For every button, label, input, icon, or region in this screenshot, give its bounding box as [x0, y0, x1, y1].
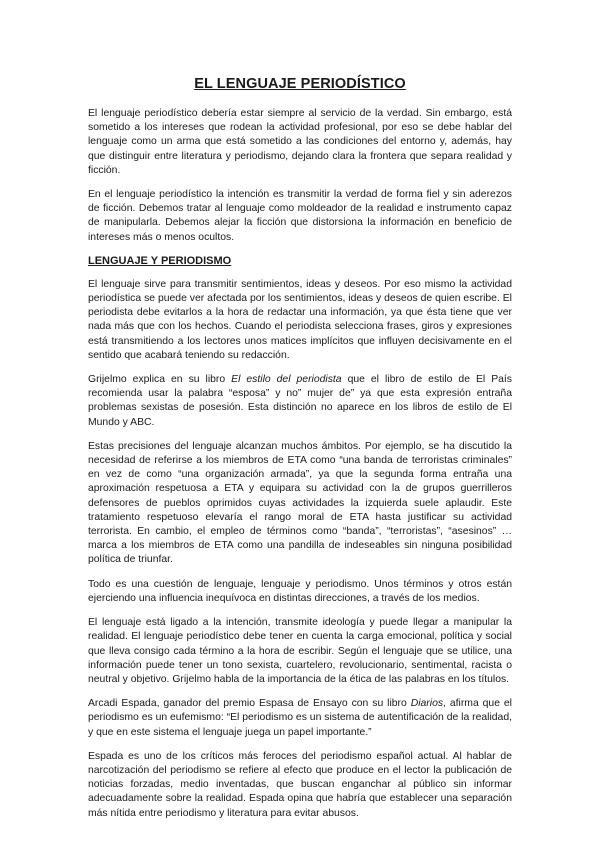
intro-paragraph-1: El lenguaje periodístico debería estar siempre al servicio de la verdad. Sin embargo, está sometido a los intereses que rodean la actividad profesional, por eso se debe hablar del lenguaje como un arma que está sometido a las condiciones del entorno y, además, hay que distinguir entre literatura y periodismo, dejando clara la frontera que separa realidad y ficción. [88, 108, 512, 176]
paragraph-arcadi-text-after: , afirma que el periodismo es un eufemismo: “El periodismo es un sistema de autentificación de la realidad, y que en este sistema el lenguaje juega un papel importante.” [88, 698, 512, 738]
book-title-estilo: El estilo del periodista [231, 374, 342, 386]
section-heading: LENGUAJE Y PERIODISMO [88, 254, 232, 267]
paragraph-grijelmo-text-before: Grijelmo explica en su libro [88, 374, 232, 386]
paragraph-grijelmo-text-after: que el libro de estilo de El País recomienda usar la palabra “esposa” y no” mujer de” ya que esta expresión entraña problemas sexistas de posesión. Esta distinción no aparece en los libros de estilo de El Mundo y ABC. [88, 374, 512, 428]
paragraph-precisiones: Estas precisiones del lenguaje alcanzan muchos ámbitos. Por ejemplo, se ha discutido la necesidad de referirse a los miembros de ETA como “una banda de terroristas criminales” en vez de como “una organización armada”, ya que la segunda forma entraña una aproximación respetuosa a ETA y equipara su actividad con la de grupos guerrilleros defensores de pueblos oprimidos cuyas actividades la izquierda suele aplaudir. Este tratamiento respetuoso elevaría el rango moral de ETA hasta justificar su actividad terrorista. En cambio, el empleo de términos como “banda”, “terroristas”, “asesinos” … marca a los miembros de ETA como una pandilla de indeseables sin ninguna posibilidad política de triunfar. [88, 440, 512, 566]
book-title-diarios: Diarios [410, 698, 444, 710]
paragraph-todo: Todo es una cuestión de lenguaje, lenguaje y periodismo. Unos términos y otros están ejerciendo una influencia inequívoca en distintas direcciones, a través de los medios. [88, 578, 512, 604]
intro-paragraph-2: En el lenguaje periodístico la intención es transmitir la verdad de forma fiel y sin aderezos de ficción. Debemos tratar al lenguaje como moldeador de la realidad e instrumento capaz de manipularla. Debemos alejar la ficción que distorsiona la información en beneficio de intereses más o menos ocultos. [88, 189, 512, 243]
paragraph-arcadi-text-before: Arcadi Espada, ganador del premio Espasa de Ensayo con su libro [88, 698, 411, 710]
paragraph-grijelmo [88, 373, 512, 430]
document-title: EL LENGUAJE PERIODÍSTICO [194, 76, 406, 92]
paragraph-lenguaje: El lenguaje sirve para transmitir sentimientos, ideas y deseos. Por eso mismo la actividad periodística se puede ver afectada por los sentimientos, ideas y deseos de quien escribe. El periodista debe evitarlos a la hora de redactar una información, ya que ésta tiene que ver nada más que con los hechos. Cuando el periodista selecciona frases, giros y expresiones está transmitiendo a los lectores unos matices implícitos que influyen decisivamente en el sentido que acabará teniendo su redacción. [88, 278, 512, 361]
paragraph-arcadi [88, 697, 512, 740]
paragraph-espada: Espada es uno de los críticos más feroces del periodismo español actual. Al hablar de narcotización del periodismo se refiere al efecto que produce en el lector la publicación de noticias forzadas, medio inventadas, que buscan enganchar al público sin informar adecuadamente sobre la realidad. Espada opina que habría que establecer una separación más nítida entre periodismo y literatura para evitar abusos. [88, 750, 512, 819]
paragraph-ligado: El lenguaje está ligado a la intención, transmite ideología y puede llegar a manipular la realidad. El lenguaje periodístico debe tener en cuenta la carga emocional, política y social que lleva consigo cada término a la hora de escribir. Según el lenguaje que se utilice, una información puede tener un tono sexista, cuartelero, revolucionario, sentimental, racista o neutral y objetivo. Grijelmo habla de la importancia de la ética de las palabras en los títulos. [88, 617, 512, 685]
